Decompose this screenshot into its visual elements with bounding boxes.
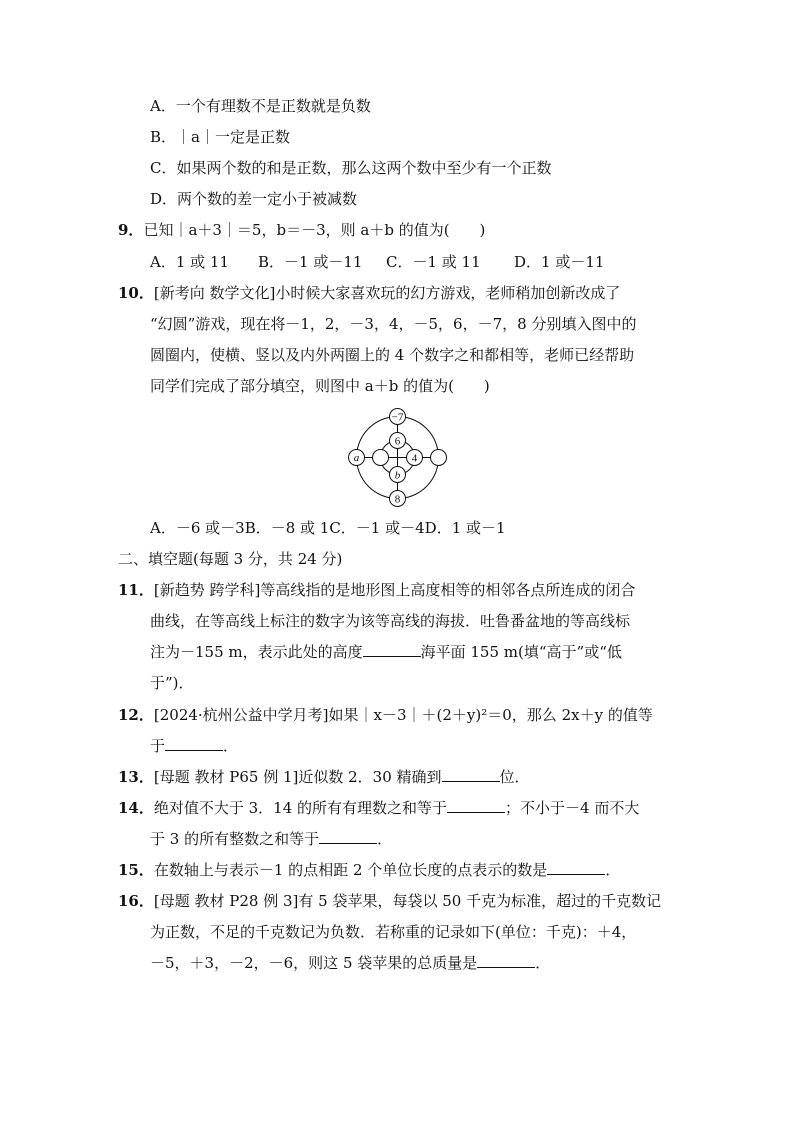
- q9-option-a: A．1 或 11: [150, 253, 229, 271]
- answer-blank[interactable]: [165, 736, 223, 751]
- answer-blank[interactable]: [442, 767, 500, 782]
- question-9: [118, 220, 485, 240]
- question-13: [118, 767, 530, 787]
- question-number: 12．: [118, 706, 154, 724]
- q14-text-d: ．: [377, 830, 393, 848]
- q16-line-2: 为正数，不足的千克数记为负数．若称重的记录如下(单位：千克)：＋4，: [150, 923, 637, 941]
- question-number: 14．: [118, 799, 154, 817]
- q13-text-b: 位．: [499, 768, 530, 786]
- q14-text-b: ；不小于－4 而不大: [505, 799, 640, 817]
- answer-blank[interactable]: [363, 642, 421, 657]
- q16-text-b: ．: [535, 954, 551, 972]
- q14-text-c: 于 3 的所有整数之和等于: [150, 830, 320, 848]
- node-label-inner-right: 4: [411, 452, 418, 465]
- q12-text-b: ．: [223, 737, 239, 755]
- q12-line-2: [150, 736, 238, 756]
- q12-text-a: 于: [150, 737, 166, 755]
- answer-blank[interactable]: [547, 860, 605, 875]
- node-label-bottom: 8: [394, 493, 401, 506]
- q11-line-2: 曲线，在等高线上标注的数字为该等高线的海拔．吐鲁番盆地的等高线标: [150, 612, 631, 630]
- q16-line-3: [150, 953, 550, 973]
- inner-left-node: [373, 450, 389, 466]
- q11-text-a: 注为－155 m，表示此处的高度: [150, 643, 363, 661]
- q10-line-2: “幻圆”游戏，现在将－1，2，－3，4，－5，6，－7，8 分别填入图中的: [150, 315, 637, 333]
- q16-text-a: －5，＋3，－2，－6，则这 5 袋苹果的总质量是: [150, 954, 478, 972]
- question-number: 13．: [118, 768, 154, 786]
- node-label-a: a: [353, 452, 360, 464]
- answer-blank[interactable]: [447, 798, 505, 813]
- question-number: 9．: [118, 221, 144, 239]
- q8-option-c: C．如果两个数的和是正数，那么这两个数中至少有一个正数: [150, 159, 552, 177]
- question-text: [新趋势 跨学科]等高线指的是地形图上高度相等的相邻各点所连成的闭合: [153, 581, 636, 599]
- answer-blank[interactable]: [319, 829, 377, 844]
- node-label-top: −7: [391, 411, 404, 424]
- node-label-inner-top: 6: [394, 435, 401, 448]
- question-text: [新考向 数学文化]小时候大家喜欢玩的幻方游戏，老师稍加创新改成了: [153, 284, 621, 302]
- q15-text-a: 在数轴上与表示－1 的点相距 2 个单位长度的点表示的数是: [153, 861, 548, 879]
- question-number: 10．: [118, 284, 154, 302]
- answer-blank[interactable]: [477, 953, 535, 968]
- q14-text-a: 绝对值不大于 3．14 的所有有理数之和等于: [153, 799, 448, 817]
- q9-option-d: D．1 或－11: [514, 253, 605, 271]
- question-15: [118, 860, 620, 880]
- question-number: 16．: [118, 892, 154, 910]
- q8-option-d: D．两个数的差一定小于被减数: [150, 190, 358, 208]
- q9-option-c: C．－1 或 11: [386, 253, 481, 271]
- question-text: [母题 教材 P28 例 3]有 5 袋苹果，每袋以 50 千克为标准，超过的千克数记: [153, 892, 662, 910]
- q14-line-2: [150, 829, 392, 849]
- magic-circle-figure: [345, 405, 450, 510]
- question-14: [118, 798, 639, 818]
- q10-options: A．－6 或－3B．－8 或 1C．－1 或－4D．1 或－1: [150, 519, 506, 537]
- q15-text-b: ．: [605, 861, 621, 879]
- q9-option-b: B．－1 或－11: [258, 253, 363, 271]
- q8-option-a: A．一个有理数不是正数就是负数: [150, 97, 371, 115]
- q8-option-b: B．｜a｜一定是正数: [150, 128, 290, 146]
- q10-line-4: 同学们完成了部分填空，则图中 a＋b 的值为( ): [150, 377, 490, 395]
- question-12: [118, 705, 653, 725]
- question-10: [118, 283, 620, 303]
- outer-right-node: [431, 450, 447, 466]
- question-text: [2024·杭州公益中学月考]如果｜x－3｜＋(2＋y)²＝0，那么 2x＋y 的值等: [153, 706, 653, 724]
- q11-text-b: 海平面 155 m(填“高于”或“低: [420, 643, 622, 661]
- q11-line-3: [150, 642, 622, 662]
- node-label-b: b: [394, 469, 401, 482]
- q10-line-3: 圆圈内，使横、竖以及内外两圈上的 4 个数字之和都相等，老师已经帮助: [150, 346, 635, 364]
- question-number: 11．: [118, 581, 154, 599]
- question-text: 已知｜a＋3｜＝5，b＝－3，则 a＋b 的值为( ): [143, 221, 486, 239]
- section-heading: 二、填空题(每题 3 分，共 24 分): [118, 550, 343, 568]
- question-number: 15．: [118, 861, 154, 879]
- q9-options: [150, 252, 604, 272]
- question-16: [118, 891, 661, 911]
- q13-text-a: [母题 教材 P65 例 1]近似数 2．30 精确到: [153, 768, 442, 786]
- q11-line-4: 于”)．: [150, 674, 194, 692]
- question-11: [118, 580, 635, 600]
